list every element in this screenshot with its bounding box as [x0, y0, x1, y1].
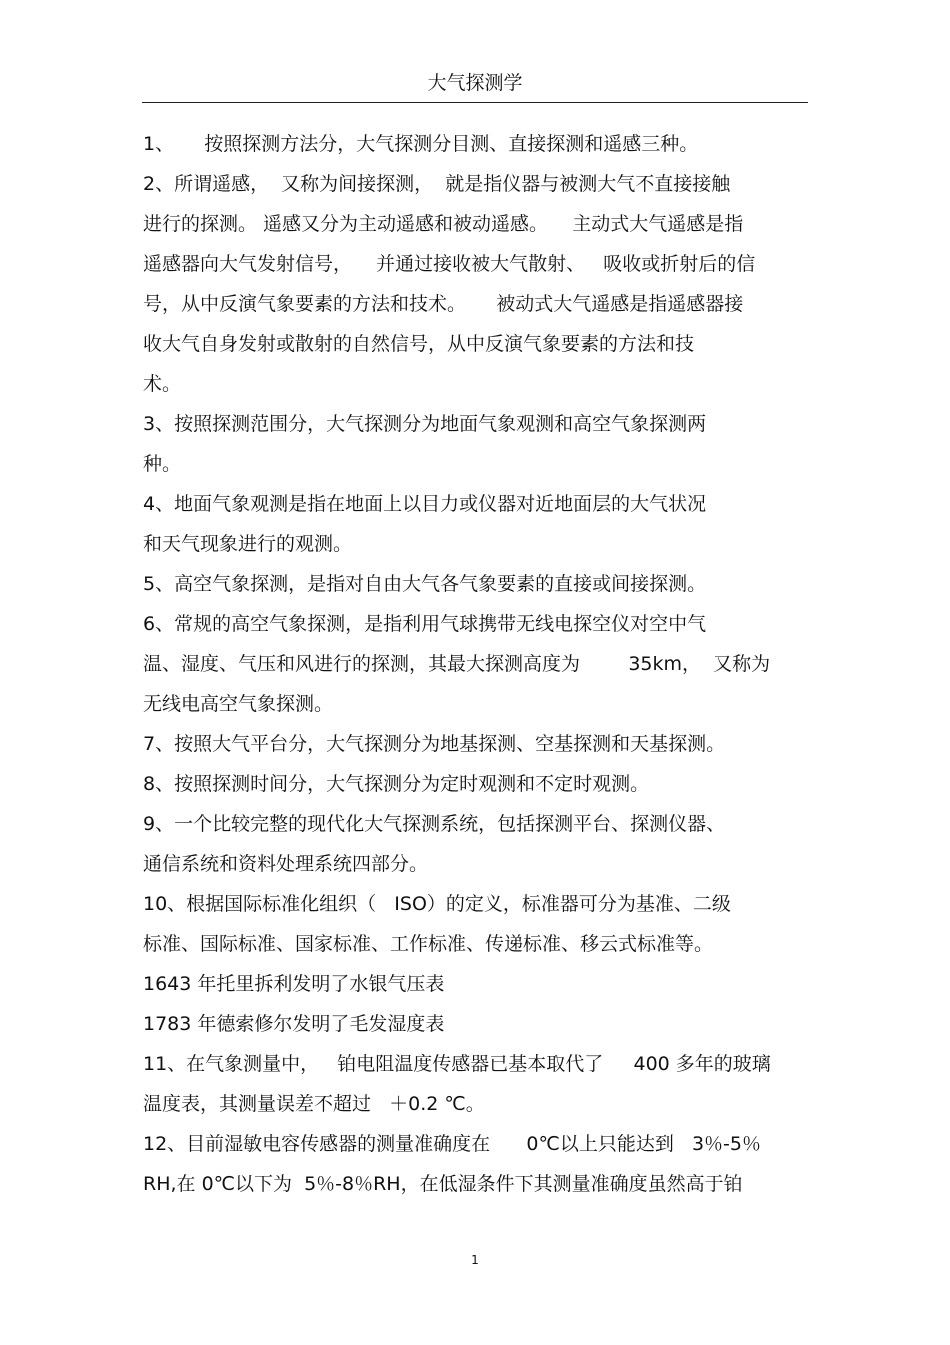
text-line: 3、按照探测范围分，大气探测分为地面气象观测和高空气象探测两 — [143, 413, 707, 435]
text-line: 1643 年托里拆利发明了水银气压表 — [143, 973, 445, 995]
text-line: 12、目前湿敏电容传感器的测量准确度在 0℃以上只能达到 3％-5％ — [143, 1133, 761, 1155]
text-line: 和天气现象进行的观测。 — [143, 533, 353, 555]
text-line: RH,在 0℃以下为 5％-8％RH，在低湿条件下其测量准确度虽然高于铂 — [143, 1173, 743, 1195]
text-line: 9、一个比较完整的现代化大气探测系统，包括探测平台、探测仪器、 — [143, 813, 726, 835]
text-line: 通信系统和资料处理系统四部分。 — [143, 853, 429, 875]
text-line: 无线电高空气象探测。 — [143, 693, 334, 715]
text-line: 2、所谓遥感， 又称为间接探测， 就是指仪器与被测大气不直接接触 — [143, 173, 731, 195]
text-line: 进行的探测。 遥感又分为主动遥感和被动遥感。 主动式大气遥感是指 — [143, 213, 744, 235]
text-line: 8、按照探测时间分，大气探测分为定时观测和不定时观测。 — [143, 773, 650, 795]
body-text — [143, 124, 807, 1204]
text-line: 温度表，其测量误差不超过 ＋0.2 ℃。 — [143, 1093, 485, 1115]
text-line: 7、按照大气平台分，大气探测分为地基探测、空基探测和天基探测。 — [143, 733, 726, 755]
header-rule — [142, 102, 808, 103]
text-line: 标准、国际标准、国家标准、工作标准、传递标准、移云式标准等。 — [143, 933, 714, 955]
page-number: 1 — [471, 1253, 479, 1267]
text-line: 11、在气象测量中， 铂电阻温度传感器已基本取代了 400 多年的玻璃 — [143, 1053, 771, 1075]
text-line: 5、高空气象探测，是指对自由大气各气象要素的直接或间接探测。 — [143, 573, 707, 595]
text-line: 10、根据国际标准化组织（ ISO）的定义，标准器可分为基准、二级 — [143, 893, 731, 915]
text-line: 1、 按照探测方法分，大气探测分目测、直接探测和遥感三种。 — [143, 133, 699, 155]
text-line: 4、地面气象观测是指在地面上以目力或仪器对近地面层的大气状况 — [143, 493, 707, 515]
text-line: 遥感器向大气发射信号， 并通过接收被大气散射、 吸收或折射后的信 — [143, 253, 756, 275]
text-line: 温、湿度、气压和风进行的探测，其最大探测高度为 35km， 又称为 — [143, 653, 771, 675]
text-line: 6、常规的高空气象探测，是指利用气球携带无线电探空仪对空中气 — [143, 613, 707, 635]
text-line: 1783 年德索修尔发明了毛发湿度表 — [143, 1013, 445, 1035]
text-line: 种。 — [143, 453, 182, 475]
page-header-title: 大气探测学 — [427, 72, 523, 94]
text-line: 收大气自身发射或散射的自然信号，从中反演气象要素的方法和技 — [143, 333, 695, 355]
text-line: 术。 — [143, 373, 182, 395]
text-line: 号，从中反演气象要素的方法和技术。 被动式大气遥感是指遥感器接 — [143, 293, 744, 315]
